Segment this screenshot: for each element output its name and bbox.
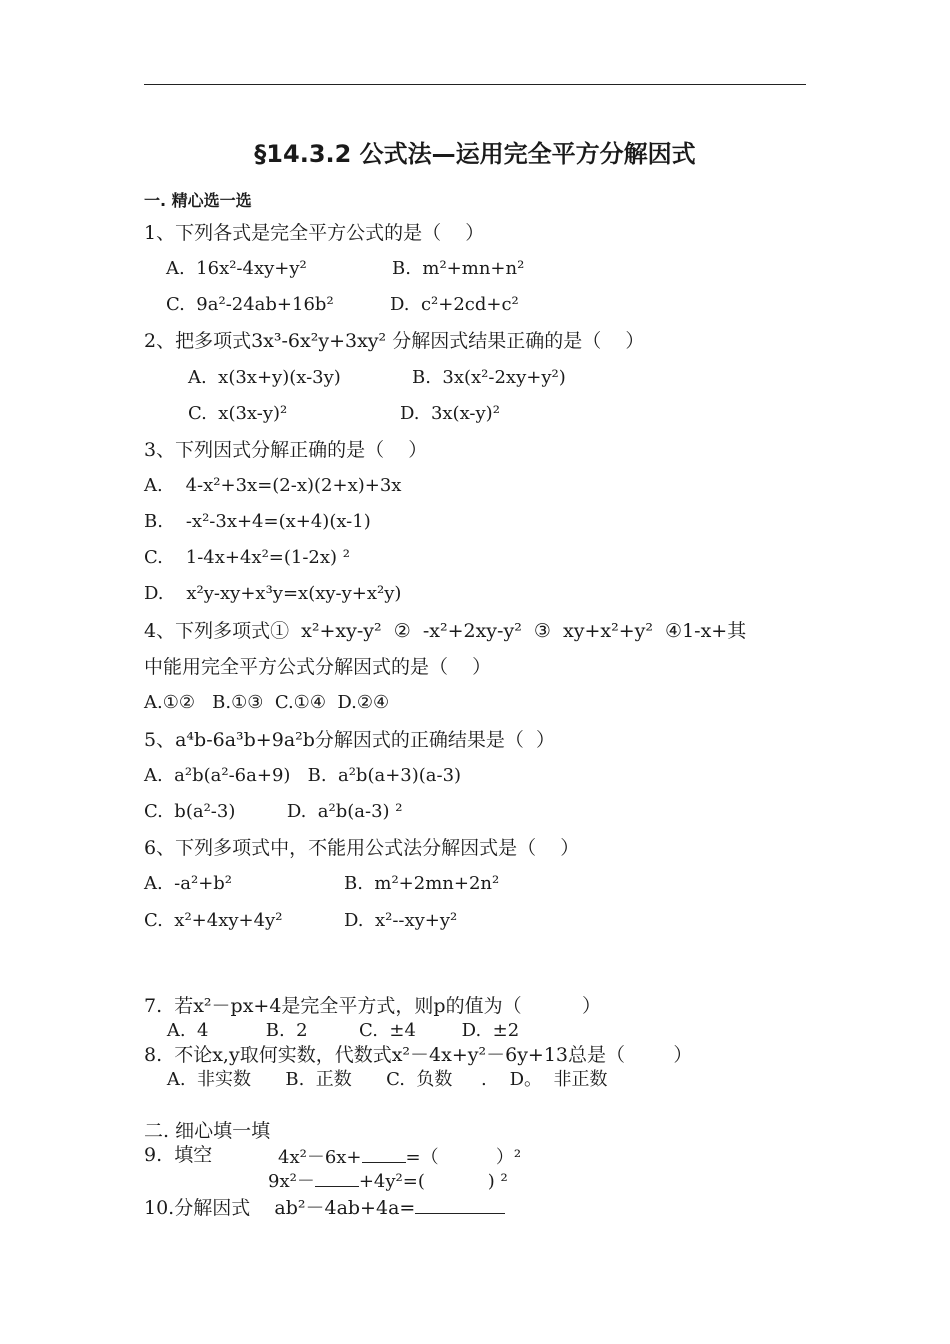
q1-option-b: B. m²+mn+n²: [392, 258, 525, 279]
page-title: §14.3.2 公式法—运用完全平方分解因式: [254, 140, 696, 168]
question-2: 2、把多项式3x³-6x²y+3xy² 分解因式结果正确的是（ ）: [144, 330, 645, 352]
question-7: 7. 若x²－px+4是完全平方式，则p的值为（ ）: [144, 995, 601, 1017]
question-10: 10.分解因式 ab²－4ab+4a=: [144, 1195, 505, 1219]
q7-options: A. 4 B. 2 C. ±4 D. ±2: [144, 1020, 520, 1041]
q1-option-a: A. 16x²-4xy+y²: [166, 258, 307, 279]
section-heading-2: 二. 细心填一填: [144, 1120, 271, 1142]
q2-option-d: D. 3x(x-y)²: [400, 403, 500, 424]
q9-line-2: 9x²－ +4y²=( ) ²: [268, 1168, 508, 1193]
q6-option-d: D. x²--xy+y²: [344, 910, 458, 931]
q9-line-1: 4x²－6x+ =（ ）²: [278, 1144, 521, 1169]
q3-option-b: B. -x²-3x+4=(x+4)(x-1): [144, 511, 371, 532]
q5-options-cd: C. b(a²-3) D. a²b(a-3) ²: [144, 801, 403, 822]
header-rule: [144, 84, 806, 85]
q2-option-a: A. x(3x+y)(x-3y): [188, 367, 341, 388]
q10-blank[interactable]: [415, 1195, 505, 1214]
q6-option-c: C. x²+4xy+4y²: [144, 910, 283, 931]
question-5: 5、a⁴b-6a³b+9a²b分解因式的正确结果是（ ）: [144, 729, 556, 751]
q9-blank-2[interactable]: [315, 1168, 359, 1187]
q2-option-b: B. 3x(x²-2xy+y²): [412, 367, 566, 388]
question-9: 9. 填空: [144, 1144, 213, 1166]
question-1: 1、下列各式是完全平方公式的是（ ）: [144, 222, 485, 244]
q2-option-c: C. x(3x-y)²: [188, 403, 288, 424]
question-6: 6、下列多项式中，不能用公式法分解因式是（ ）: [144, 837, 580, 859]
question-4: 4、下列多项式① x²+xy-y² ② -x²+2xy-y² ③ xy+x²+y² ④1-x+其: [144, 620, 747, 642]
q4-options: A.①② B.①③ C.①④ D.②④: [144, 692, 390, 713]
section-heading-1: 一. 精心选一选: [144, 191, 252, 210]
q1-option-d: D. c²+2cd+c²: [390, 294, 519, 315]
q6-option-a: A. -a²+b²: [144, 873, 233, 894]
q3-option-a: A. 4-x²+3x=(2-x)(2+x)+3x: [144, 475, 402, 496]
question-8: 8. 不论x,y取何实数，代数式x²－4x+y²－6y+13总是（ ）: [144, 1044, 693, 1066]
q5-options-ab: A. a²b(a²-6a+9) B. a²b(a+3)(a-3): [144, 765, 462, 786]
q3-option-c: C. 1-4x+4x²=(1-2x) ²: [144, 547, 350, 568]
q3-option-d: D. x²y-xy+x³y=x(xy-y+x²y): [144, 583, 402, 604]
q9-blank-1[interactable]: [362, 1144, 406, 1163]
q6-option-b: B. m²+2mn+2n²: [344, 873, 500, 894]
question-4-cont: 中能用完全平方公式分解因式的是（ ）: [144, 656, 492, 678]
q8-options: A. 非实数 B. 正数 C. 负数 . D。 非正数: [144, 1069, 608, 1090]
question-3: 3、下列因式分解正确的是（ ）: [144, 439, 428, 461]
q1-option-c: C. 9a²-24ab+16b²: [166, 294, 334, 315]
